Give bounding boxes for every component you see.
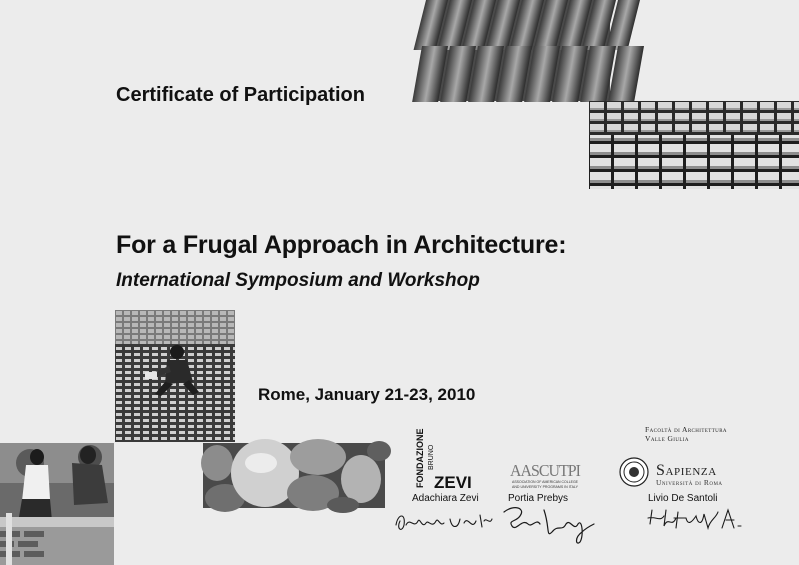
faculty-line1: Facoltà di Architettura (645, 425, 727, 434)
event-place-date: Rome, January 21-23, 2010 (258, 385, 476, 404)
brickyard-child-photo (115, 310, 235, 442)
faculty-caption (645, 425, 727, 443)
fondazione-logo-text: FONDAZIONE (415, 428, 425, 488)
workers-photo (0, 443, 114, 565)
signature-zevi (392, 507, 496, 537)
sapienza-logo (618, 452, 738, 492)
pebbles-photo (203, 443, 385, 508)
sapienza-name: Sapienza (656, 462, 717, 479)
faculty-line2: Valle Giulia (645, 434, 689, 443)
signature-desantoli (646, 504, 746, 534)
sapienza-sub: Università di Roma (656, 478, 723, 487)
bruno-logo-text: BRUNO (428, 444, 435, 470)
brick-rows-photo (589, 101, 799, 189)
signature-prebys (500, 502, 600, 546)
signatory-name-zevi: Adachiara Zevi (412, 493, 479, 504)
signatory-name-prebys: Portia Prebys (508, 493, 569, 504)
fondazione-zevi-logo (413, 428, 472, 492)
event-title: For a Frugal Approach in Architecture: (116, 231, 567, 259)
aacupi-logo (508, 458, 582, 490)
zevi-logo-text: ZEVI (434, 473, 472, 492)
roof-tiles-photo (426, 0, 610, 101)
event-subtitle: International Symposium and Workshop (116, 270, 480, 291)
certificate-label: Certificate of Participation (116, 84, 365, 106)
aacupi-line2: AND UNIVERSITY PROGRAMS IN ITALY (512, 485, 579, 489)
aacupi-mark: AASCUTPI (510, 461, 582, 480)
signatory-name-desantoli: Livio De Santoli (648, 493, 718, 504)
aacupi-line1: ASSOCIATION OF AMERICAN COLLEGE (512, 480, 579, 484)
